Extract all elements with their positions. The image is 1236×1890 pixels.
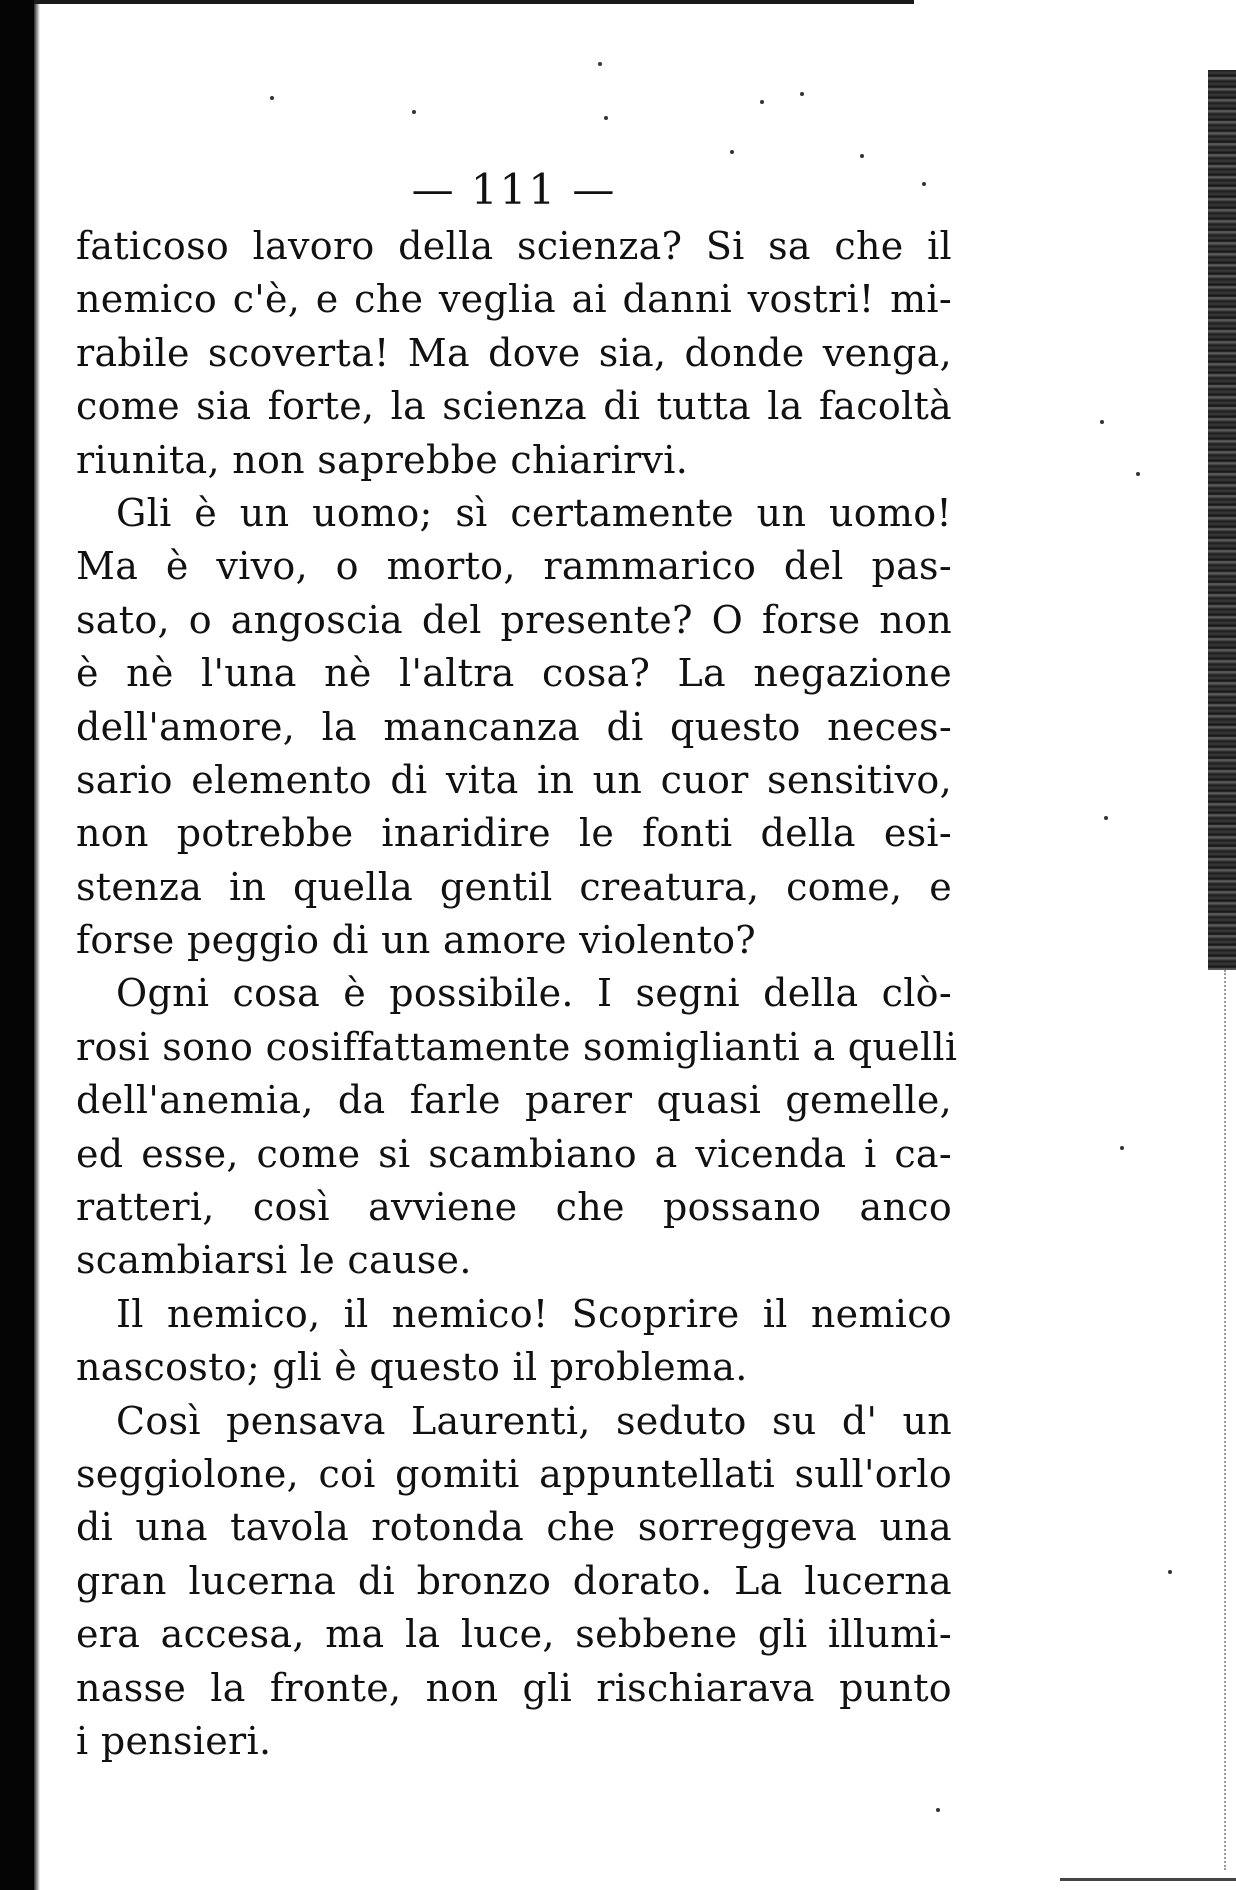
speck <box>800 92 804 96</box>
speck <box>1120 1146 1124 1150</box>
body-text <box>76 220 958 1768</box>
text-line: come sia forte, la scienza di tutta la facoltà <box>76 384 952 429</box>
text-line: scambiarsi le cause. <box>76 1238 472 1283</box>
text-line: gran lucerna di bronzo dorato. La lucerna <box>76 1558 952 1603</box>
text-line: i pensieri. <box>76 1718 272 1763</box>
page-number: — 111 — <box>411 165 617 214</box>
text-line: di una tavola rotonda che sorreggeva una <box>76 1505 952 1550</box>
text-line: Ogni cosa è possibile. I segni della clò- <box>116 971 952 1016</box>
page-edge-bottom <box>1060 1878 1236 1881</box>
page-edge-right <box>1224 970 1236 1870</box>
text-line: era accesa, ma la luce, sebbene gli illumi- <box>76 1612 952 1657</box>
text-line: forse peggio di un amore violento? <box>76 918 756 963</box>
speck <box>412 110 416 114</box>
text-line: dell'amore, la mancanza di questo neces- <box>76 704 952 749</box>
text-line: Il nemico, il nemico! Scoprire il nemico <box>116 1291 952 1336</box>
text-line: faticoso lavoro della scienza? Si sa che il <box>76 224 952 268</box>
speck <box>1168 1570 1172 1574</box>
text-line: Ma è vivo, o morto, rammarico del pas- <box>76 544 952 589</box>
text-line: rabile scoverta! Ma dove sia, donde venga, <box>76 330 952 375</box>
text-line: è nè l'una nè l'altra cosa? La negazione <box>76 651 952 696</box>
text-line: nasse la fronte, non gli rischiarava punto <box>76 1665 952 1710</box>
page-header <box>78 160 950 220</box>
text-line: seggiolone, coi gomiti appuntellati sull'orlo <box>76 1451 952 1496</box>
text-line: riunita, non saprebbe chiarirvi. <box>76 437 689 482</box>
binding-edge-left <box>0 0 34 1890</box>
speck <box>598 62 602 66</box>
text-line: nascosto; gli è questo il problema. <box>76 1345 748 1390</box>
text-line: stenza in quella gentil creatura, come, e <box>76 864 952 909</box>
text-line: rosi sono cosiffattamente somiglianti a quelli <box>76 1024 958 1069</box>
speck <box>760 100 764 104</box>
text-line: Gli è un uomo; sì certamente un uomo! <box>116 490 952 535</box>
text-line: nemico c'è, e che veglia ai danni vostri! mi- <box>76 277 952 322</box>
speck <box>1136 472 1140 476</box>
text-line: ratteri, così avviene che possano anco <box>76 1185 952 1230</box>
speck <box>604 116 608 120</box>
text-line: Così pensava Laurenti, seduto su d' un <box>116 1398 952 1443</box>
speck <box>860 154 864 158</box>
speck <box>1100 420 1104 424</box>
speck <box>730 150 734 154</box>
speck <box>936 1808 940 1812</box>
neighbour-page-edge <box>1208 70 1236 970</box>
text-line: dell'anemia, da farle parer quasi gemelle, <box>76 1078 952 1123</box>
text-line: sato, o angoscia del presente? O forse non <box>76 597 952 642</box>
text-line: ed esse, come si scambiano a vicenda i ca- <box>76 1131 952 1176</box>
binding-shadow <box>34 0 40 1890</box>
speck <box>1104 816 1108 820</box>
text-line: sario elemento di vita in un cuor sensitivo, <box>76 757 952 802</box>
text-line: non potrebbe inaridire le fonti della esi- <box>76 811 952 856</box>
speck <box>270 96 274 100</box>
page-edge-top <box>34 0 914 4</box>
